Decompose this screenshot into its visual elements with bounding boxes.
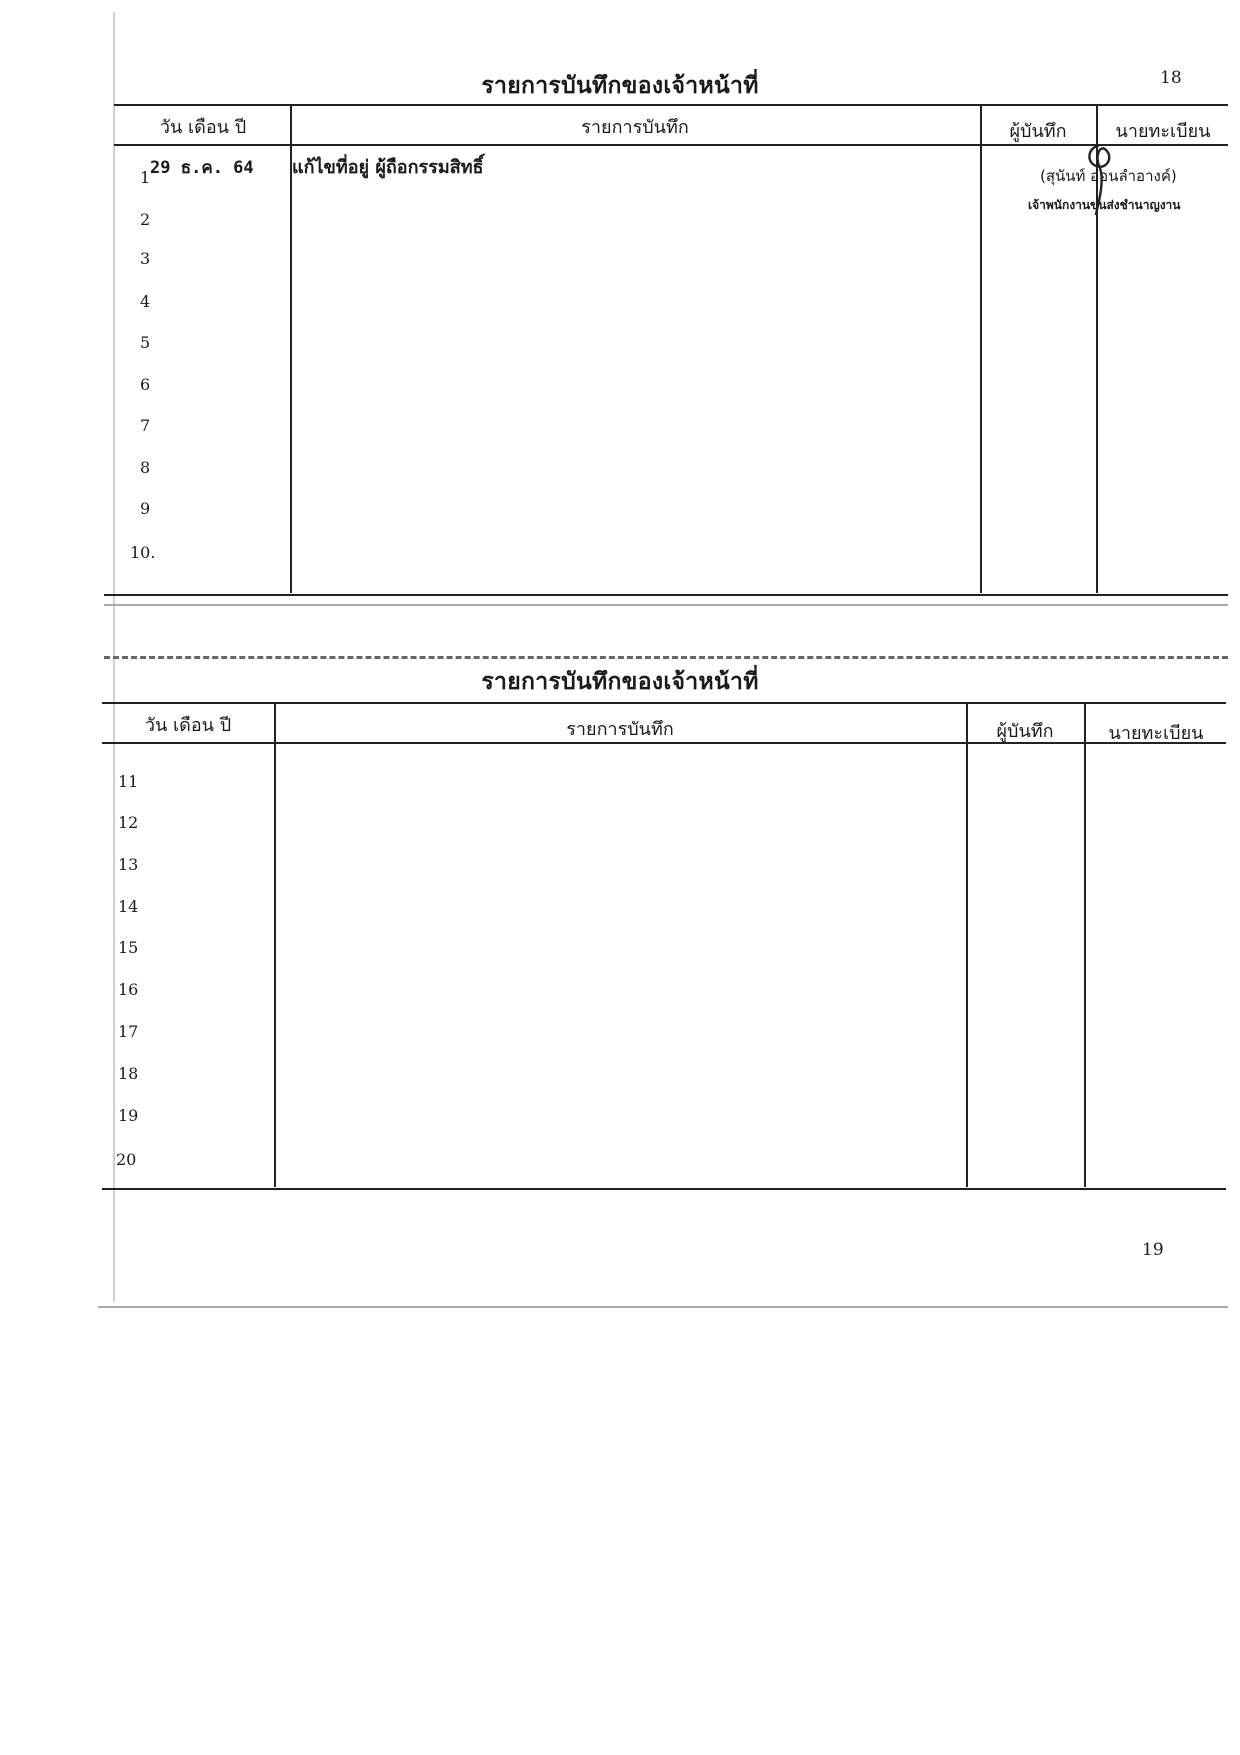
row-number: 20 (116, 1150, 137, 1169)
row-number: 18 (118, 1064, 139, 1083)
entry-date: 29 ธ.ค. 64 (150, 158, 254, 178)
panel-title: รายการบันทึกของเจ้าหน้าที่ (481, 73, 759, 99)
row-number: 17 (118, 1022, 139, 1041)
column-header-registrar: นายทะเบียน (1108, 723, 1204, 744)
row-number: 1 (140, 168, 151, 187)
row-number: 2 (140, 210, 151, 229)
entry-recorder-name: (สุนันท์ อ่อนลำอางค์) (1040, 167, 1177, 185)
column-header-recorder: ผู้บันทึก (996, 721, 1054, 742)
column-header-record: รายการบันทึก (566, 719, 674, 740)
row-number: 15 (118, 938, 139, 957)
row-number: 8 (140, 458, 151, 477)
panel-divider (98, 1306, 1228, 1308)
column-header-recorder: ผู้บันทึก (1009, 121, 1067, 142)
column-header-record: รายการบันทึก (581, 117, 689, 138)
entry-recorder-position: เจ้าพนักงานขนส่งชำนาญงาน (1028, 198, 1181, 212)
column-header-registrar: นายทะเบียน (1115, 121, 1211, 142)
row-number: 13 (118, 855, 139, 874)
page-number-top: 18 (1160, 68, 1182, 88)
column-header-date: วัน เดือน ปี (144, 715, 232, 736)
panel-title: รายการบันทึกของเจ้าหน้าที่ (481, 669, 759, 695)
row-number: 11 (118, 772, 139, 791)
row-number: 10. (130, 543, 156, 562)
row-number: 12 (118, 813, 139, 832)
row-number: 6 (140, 375, 151, 394)
row-number: 19 (118, 1106, 139, 1125)
row-number: 4 (140, 292, 151, 311)
row-number: 3 (140, 249, 151, 268)
entry-text: แก้ไขที่อยู่ ผู้ถือกรรมสิทธิ์ (292, 157, 484, 178)
row-number: 9 (140, 499, 151, 518)
page-number-bottom: 19 (1142, 1240, 1164, 1260)
row-number: 14 (118, 897, 139, 916)
row-number: 5 (140, 333, 151, 352)
column-header-date: วัน เดือน ปี (159, 117, 247, 138)
row-number: 7 (140, 416, 151, 435)
row-number: 16 (118, 980, 139, 999)
